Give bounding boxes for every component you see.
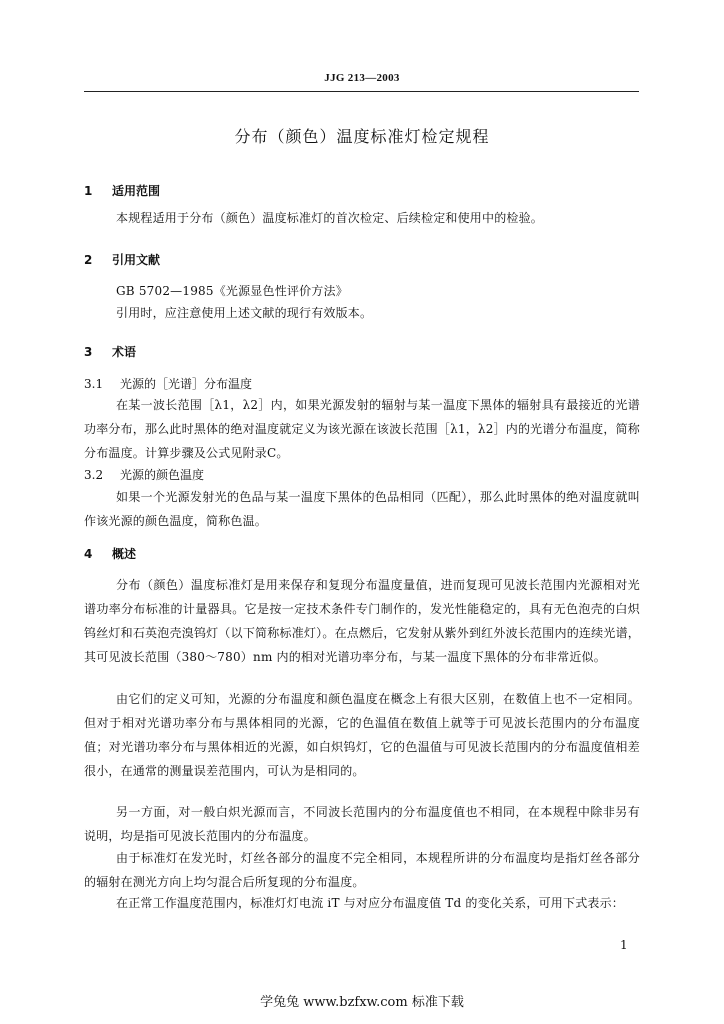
overview-paragraph: 在正常工作温度范围内，标准灯灯电流 iT 与对应分布温度值 Td 的变化关系，可用下式表示： [116,896,624,910]
section-number: 4 [84,547,93,561]
section-3-heading [84,343,136,360]
footer-watermark[interactable]: 学兔兔 www.bzfxw.com 标准下载 [260,995,464,1010]
section-4-heading [84,545,136,562]
section-title: 概述 [112,547,137,561]
section-1-text: 本规程适用于分布（颜色）温度标准灯的首次检定、后续检定和使用中的检验。 [116,211,544,225]
term-title: 光源的颜色温度 [120,468,205,482]
section-title: 术语 [112,345,137,359]
term-3-2-definition: 如果一个光源发射光的色品与某一温度下黑体的色品相同（匹配），那么此时黑体的绝对温度就叫作该光源的颜色温度，简称色温。 [84,490,640,528]
term-3-1-heading [84,375,252,392]
overview-paragraph: 由于标准灯在发光时，灯丝各部分的温度不完全相同，本规程所讲的分布温度均是指灯丝各部分的辐射在测光方向上均匀混合后所复现的分布温度。 [84,851,640,889]
page-number: 1 [620,938,628,952]
standard-code-header: JJG 213—2003 [324,72,400,84]
reference-note: 引用时，应注意使用上述文献的现行有效版本。 [116,306,373,320]
term-number: 3.2 [84,468,104,482]
header-rule [84,91,639,92]
term-number: 3.1 [84,377,104,391]
document-title: 分布（颜色）温度标准灯检定规程 [234,127,490,146]
section-1-heading [84,182,160,199]
overview-paragraph: 由它们的定义可知，光源的分布温度和颜色温度在概念上有很大区别，在数值上也不一定相同。但对于相对光谱功率分布与黑体相同的光源，它的色温值在数值上就等于可见波长范围内的分布温度值；对光谱功率分布与黑体相近的光源，如白炽钨灯，它的色温值与可见波长范围内的分布温度值相差很小，在通常的测量误差范围内，可认为是相同的。 [84,692,640,778]
section-number: 2 [84,253,93,267]
section-title: 引用文献 [112,253,161,267]
section-number: 1 [84,184,93,198]
section-2-heading [84,251,160,268]
term-3-1-definition: 在某一波长范围［λ1，λ2］内，如果光源发射的辐射与某一温度下黑体的辐射具有最接近的光谱功率分布，那么此时黑体的绝对温度就定义为该光源在该波长范围［λ1，λ2］内的光谱分布温度，简称分布温度。计算步骤及公式见附录C。 [84,398,640,460]
overview-paragraph: 另一方面，对一般白炽光源而言，不同波长范围内的分布温度值也不相同，在本规程中除非另有说明，均是指可见波长范围内的分布温度。 [84,805,640,843]
overview-paragraph: 分布（颜色）温度标准灯是用来保存和复现分布温度量值，进而复现可见波长范围内光源相对光谱功率分布标准的计量器具。它是按一定技术条件专门制作的，发光性能稳定的，具有无色泡壳的白炽钨丝灯和石英泡壳溴钨灯（以下简称标准灯）。在点燃后，它发射从紫外到红外波长范围内的连续光谱，其可见波长范围（380～780）nm 内的相对光谱功率分布，与某一温度下黑体的分布非常近似。 [84,578,640,664]
section-title: 适用范围 [112,184,161,198]
term-title: 光源的［光谱］分布温度 [120,377,253,391]
section-number: 3 [84,345,93,359]
term-3-2-heading [84,466,204,483]
reference-item: GB 5702—1985《光源显色性评价方法》 [116,284,348,298]
